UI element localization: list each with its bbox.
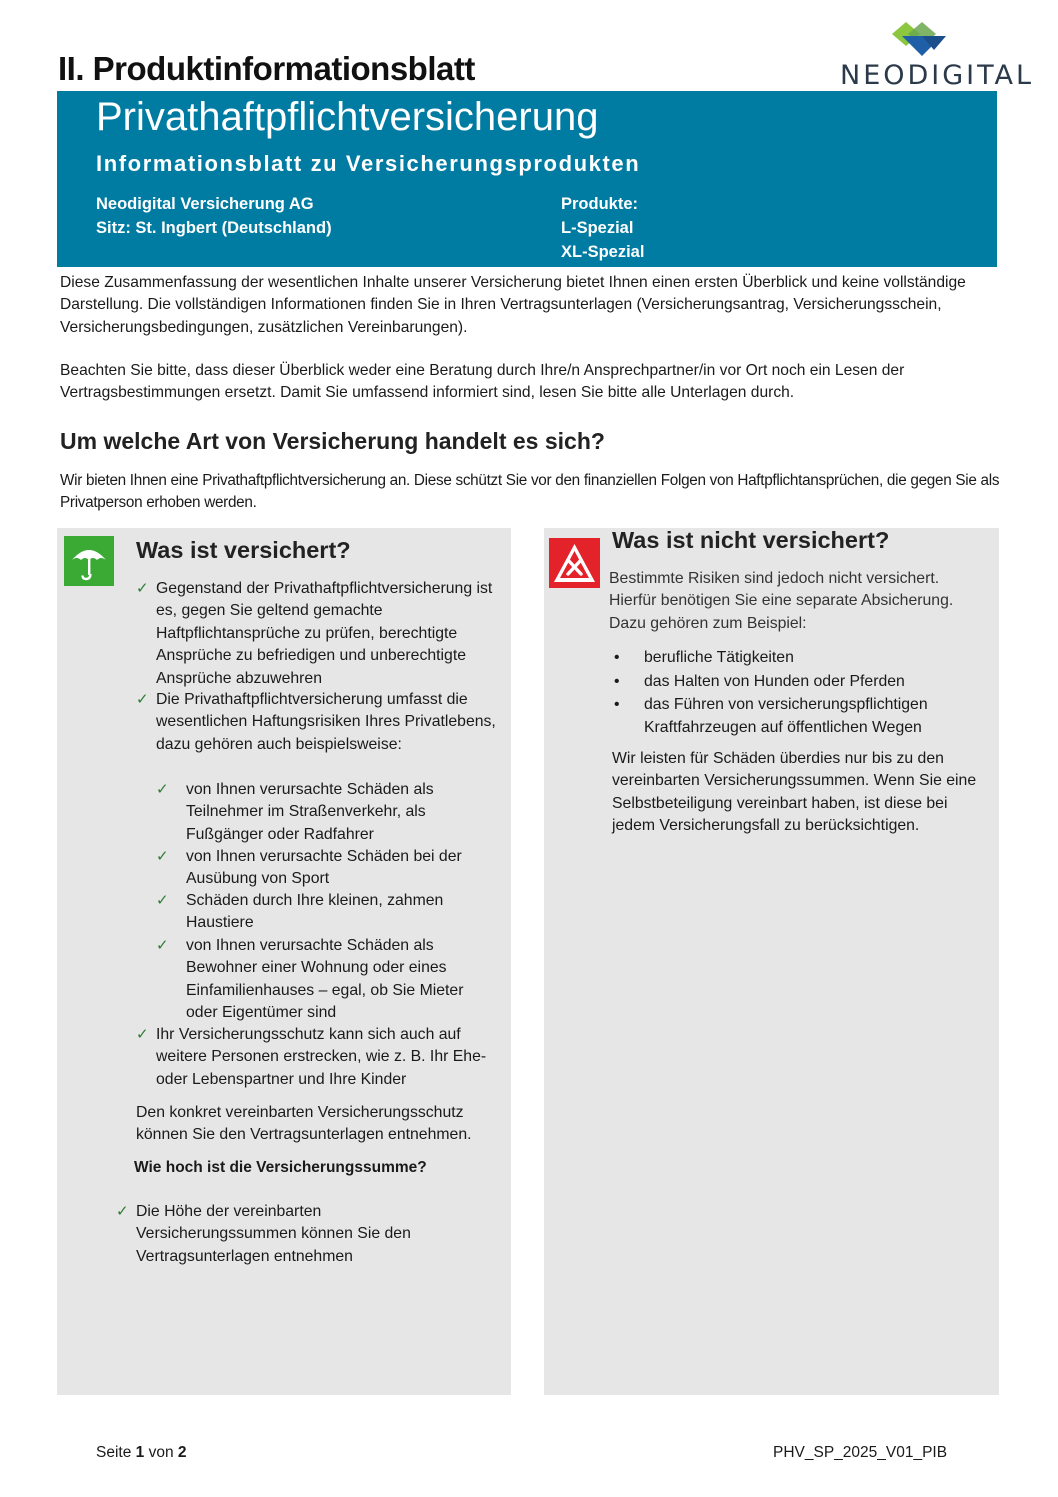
insured-item: ✓ Die Privathaftpflichtversicherung umfasst die wesentlichen Haftungsrisiken Ihres Privatlebens, dazu gehören auch beispielsweise: — [136, 690, 496, 753]
check-icon: ✓ — [136, 579, 149, 597]
products-info — [561, 192, 644, 264]
check-icon: ✓ — [116, 1202, 129, 1220]
page-number: Seite 1 von 2 — [96, 1444, 187, 1461]
insured-sub-item: ✓ von Ihnen verursachte Schäden als Teilnehmer im Straßenverkehr, als Fußgänger oder Radfahrer — [156, 780, 434, 843]
banner-subtitle: Informationsblatt zu Versicherungsprodukten — [96, 151, 641, 176]
insured-sub-item: ✓ von Ihnen verursachte Schäden bei der Ausübung von Sport — [156, 847, 462, 888]
company-info — [96, 192, 332, 240]
not-insured-item: • das Halten von Hunden oder Pferden — [644, 671, 984, 694]
not-insured-title: Was ist nicht versichert? — [612, 527, 890, 553]
not-insured-intro: Bestimmte Risiken sind jedoch nicht versichert. Hierfür benötigen Sie eine separate Absicherung. Dazu gehören zum Beispiel: — [609, 570, 954, 632]
neodigital-logo — [838, 22, 1035, 91]
umbrella-icon — [64, 536, 114, 586]
insured-sub-item: ✓ Schäden durch Ihre kleinen, zahmen Haustiere — [156, 891, 444, 932]
not-insured-item: • das Führen von versicherungspflichtigen Kraftfahrzeugen auf öffentlichen Wegen — [614, 696, 928, 736]
insured-title: Was ist versichert? — [136, 537, 351, 563]
not-insured-note: Wir leisten für Schäden überdies nur bis zu den vereinbarten Versicherungssummen. Wenn Sie eine Selbstbeteiligung vereinbart haben, ist diese bei jedem Versicherungsfall zu berücksichtigen. — [612, 750, 977, 835]
insured-item: ✓ Ihr Versicherungsschutz kann sich auch auf weitere Personen erstrecken, wie z. B. Ihr Ehe- oder Lebenspartner und Ihre Kinder — [136, 1025, 487, 1088]
company-name: Neodigital Versicherung AG — [96, 195, 314, 213]
product-item: XL-Spezial — [561, 243, 645, 261]
intro-paragraph: Diese Zusammenfassung der wesentlichen Inhalte unserer Versicherung bietet Ihnen einen ersten Überblick und keine vollständige Darstellung. Die vollständigen Informationen finden Sie in Ihren Vertragsunterlagen (Versicherungsantrag, Versicherungsschein, Versicherungsbedingungen, zusätzlichen Vereinbarungen). — [60, 274, 966, 336]
check-icon: ✓ — [136, 1025, 149, 1043]
logo-mark-icon — [892, 22, 946, 56]
insured-sub-item: ✓ von Ihnen verursachte Schäden als Bewohner einer Wohnung oder eines Einfamilienhauses – egal, ob Sie Mieter oder Eigentümer sind — [156, 936, 464, 1022]
section-heading: Um welche Art von Versicherung handelt es sich? — [60, 428, 605, 454]
check-icon: ✓ — [156, 780, 169, 798]
header-banner — [57, 91, 997, 267]
check-icon: ✓ — [156, 847, 169, 865]
check-icon: ✓ — [136, 690, 149, 708]
document-code: PHV_SP_2025_V01_PIB — [773, 1444, 948, 1461]
not-insured-item: • berufliche Tätigkeiten — [644, 647, 984, 670]
page-title: II. Produktinformationsblatt — [58, 50, 475, 87]
insured-box — [57, 528, 511, 1395]
bullet-icon: • — [614, 649, 620, 666]
sum-heading: Wie hoch ist die Versicherungssumme? — [134, 1159, 427, 1176]
intro-paragraph: Beachten Sie bitte, dass dieser Überblick weder eine Beratung durch Ihre/n Ansprechpartner/in vor Ort noch ein Lesen der Vertragsbestimmungen ersetzt. Damit Sie umfassend informiert sind, lesen Sie bitte alle Unterlagen durch. — [60, 362, 905, 402]
check-icon: ✓ — [156, 891, 169, 909]
logo-text: NEODIGITAL — [840, 60, 1035, 91]
not-insured-list — [614, 647, 984, 740]
not-insured-box — [544, 528, 999, 1395]
insured-note: Den konkret vereinbarten Versicherungsschutz können Sie den Vertragsunterlagen entnehmen. — [136, 1104, 472, 1144]
products-label: Produkte: — [561, 195, 639, 213]
bullet-icon: • — [614, 672, 620, 690]
company-seat: Sitz: St. Ingbert (Deutschland) — [96, 219, 332, 237]
sum-item: ✓ Die Höhe der vereinbarten Versicherungssummen können Sie den Vertragsunterlagen entnehmen — [116, 1202, 411, 1265]
insured-item: ✓ Gegenstand der Privathaftpflichtversicherung ist es, gegen Sie geltend gemachte Haftpflichtansprüche zu prüfen, berechtigte Ansprüche zu befriedigen und unberechtigte Ansprüche abzuwehren — [136, 579, 493, 687]
product-item: L-Spezial — [561, 219, 634, 237]
check-icon: ✓ — [156, 936, 169, 954]
warning-icon — [549, 538, 600, 588]
section-text: Wir bieten Ihnen eine Privathaftpflichtversicherung an. Diese schützt Sie vor den finanziellen Folgen von Haftpflichtansprüchen, die gegen Sie als Privatperson erhoben werden. — [60, 472, 1000, 511]
bullet-icon: • — [614, 696, 620, 714]
banner-title: Privathaftpflichtversicherung — [96, 95, 599, 139]
